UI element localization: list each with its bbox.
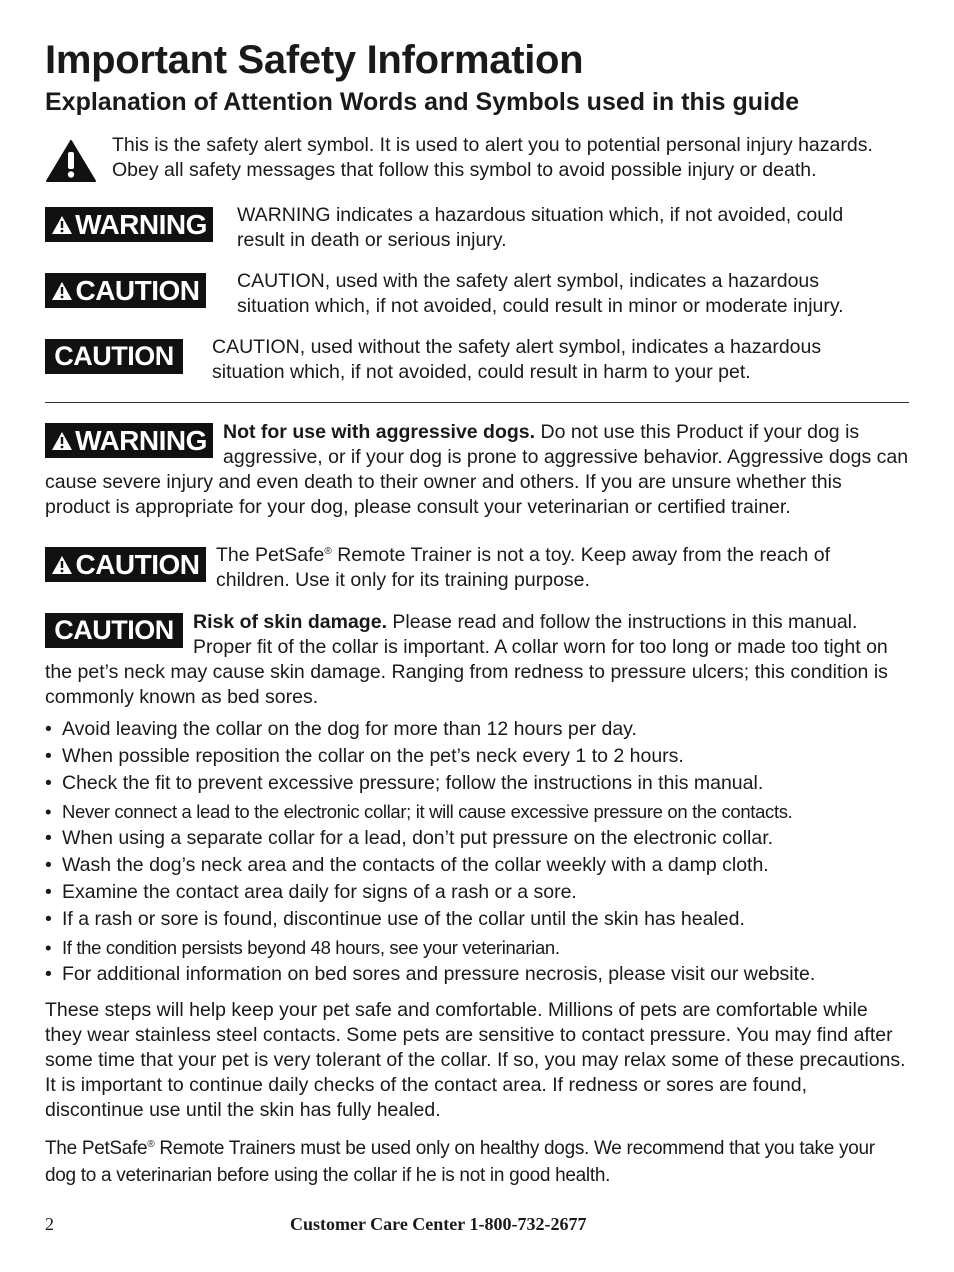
caution-plain-description: CAUTION, used without the safety alert symbol, indicates a hazardous situation which, if not avoided, could result in harm to your pet. [212, 336, 822, 383]
alert-triangle-icon [51, 431, 73, 451]
aggressive-text: Do not use this Product if your dog is aggressive, or if your dog is prone to aggressive behavior. Aggressive dogs can cause severe injury and even death to their owner and others. If you are unsure whether this product is appropriate for your dog, please consult your veterinarian or certified trainer. [45, 421, 909, 518]
list-item: • If the condition persists beyond 48 hours, see your veterinarian. [45, 934, 909, 961]
caution-with-symbol-description: CAUTION, used with the safety alert symbol, indicates a hazardous situation which, if not avoided, could result in minor or moderate injury. [237, 270, 844, 317]
skin-text: Please read and follow the instructions in this manual. Proper fit of the collar is important. A collar worn for too long or made too tight on the pet’s neck may cause skin damage. Ranging from redness to pressure ulcers; this condition is commonly known as bed sores. [45, 611, 888, 708]
caution-badge-label: CAUTION [54, 615, 174, 645]
alert-triangle-icon [51, 555, 73, 575]
warning-description: WARNING indicates a hazardous situation which, if not avoided, could result in death or serious injury. [237, 204, 844, 251]
caution-alert-badge [45, 547, 206, 582]
list-item: • Check the fit to prevent excessive pressure; follow the instructions in this manual. [45, 770, 909, 797]
alert-symbol-description: This is the safety alert symbol. It is used to alert you to potential personal injury hazards. Obey all safety messages that follow this symbol to avoid possible injury or death. [112, 134, 873, 181]
list-item: • Never connect a lead to the electronic collar; it will cause excessive pressure on the contacts. [45, 798, 909, 825]
list-item: • If a rash or sore is found, discontinue use of the collar until the skin has healed. [45, 906, 909, 933]
caution-badge-label: CAUTION [75, 274, 200, 306]
warning-badge [45, 423, 213, 458]
caution-badge-label: CAUTION [75, 549, 200, 580]
steps-paragraph: These steps will help keep your pet safe and comfortable. Millions of pets are comfortable while they wear stainless steel contacts. Some pets are sensitive to contact pressure. You may find after some time that your pet is very tolerant of the collar. If so, you may relax some of these precautions. It is important to continue daily checks of the contact area. If redness or sores are found, discontinue use until the skin has fully healed. [45, 999, 906, 1121]
healthy-text: Remote Trainers must be used only on healthy dogs. We recommend that you take your dog to a veterinarian before using the collar if he is not in good health. [45, 1138, 875, 1186]
toy-caution [45, 543, 909, 593]
healthy-text-brand: The PetSafe [45, 1138, 148, 1159]
page-number: 2 [45, 1214, 54, 1234]
toy-text: Remote Trainer is not a toy. Keep away from the reach of children. Use it only for its training purpose. [216, 544, 830, 591]
registered-mark: ® [324, 546, 332, 557]
skin-damage-caution [45, 610, 909, 710]
page-title: Important Safety Information [45, 38, 584, 82]
list-item: • For additional information on bed sores and pressure necrosis, please visit our website. [45, 961, 909, 988]
warning-triangle-icon [45, 139, 97, 183]
skin-heading: Risk of skin damage. [193, 611, 387, 633]
list-item: • Wash the dog’s neck area and the contacts of the collar weekly with a damp cloth. [45, 852, 909, 879]
toy-text-brand: The PetSafe [216, 544, 325, 566]
caution-badge-label: CAUTION [54, 341, 174, 371]
warning-badge-label: WARNING [75, 208, 207, 240]
caution-plain-badge [45, 613, 183, 648]
list-item: • Examine the contact area daily for signs of a rash or a sore. [45, 879, 909, 906]
warning-badge-label: WARNING [75, 425, 207, 456]
healthy-dogs-paragraph [45, 1135, 909, 1189]
registered-mark: ® [147, 1139, 155, 1150]
aggressive-dog-warning [45, 420, 909, 520]
alert-triangle-icon [51, 281, 73, 301]
skin-care-list [45, 716, 909, 988]
warning-badge [45, 207, 213, 242]
list-item: • When using a separate collar for a lead, don’t put pressure on the electronic collar. [45, 825, 909, 852]
section-subtitle: Explanation of Attention Words and Symbols used in this guide [45, 88, 800, 116]
list-item: • When possible reposition the collar on the pet’s neck every 1 to 2 hours. [45, 743, 909, 770]
aggressive-heading: Not for use with aggressive dogs. [223, 421, 536, 443]
alert-triangle-icon [51, 215, 73, 235]
caution-alert-badge [45, 273, 206, 308]
list-item: • Avoid leaving the collar on the dog for more than 12 hours per day. [45, 716, 909, 743]
caution-plain-badge [45, 339, 183, 374]
divider [45, 402, 909, 403]
customer-care-line: Customer Care Center 1-800-732-2677 [290, 1214, 587, 1234]
